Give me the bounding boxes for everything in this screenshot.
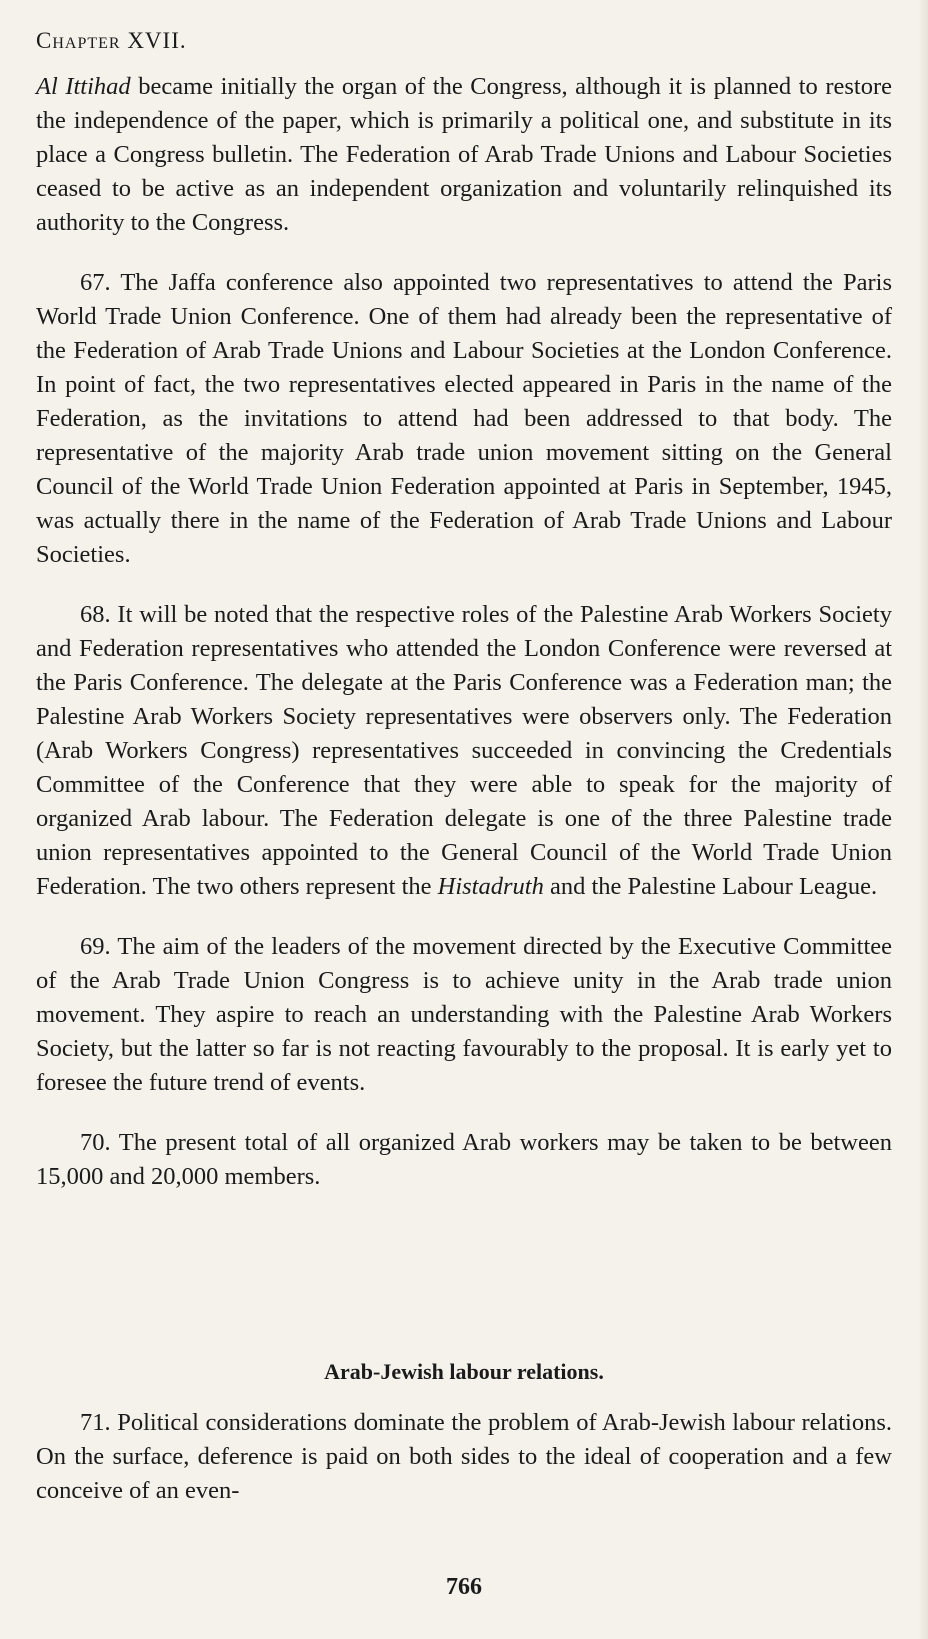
section-heading: Arab-Jewish labour relations. xyxy=(324,1359,604,1384)
paragraph-70: 70. The present total of all organized Arab workers may be taken to be between 15,000 and 20,000 members. xyxy=(36,1129,892,1190)
paragraph-68-text-b: and the Palestine Labour League. xyxy=(543,873,878,900)
paragraph-71-block xyxy=(36,1406,892,1534)
italic-title-al-ittihad: Al Ittihad xyxy=(36,73,131,100)
paragraph-67: 67. The Jaffa conference also appointed two representatives to attend the Paris World Trade Union Conference. One of them had already been the representative of the Federation of Arab Trade Unions and Labour Societies at the London Conference. In point of fact, the two representatives elected appeared in Paris in the name of the Federation, as the invitations to attend had been addressed to that body. The representative of the majority Arab trade union movement sitting on the General Council of the World Trade Union Federation appointed at Paris in September, 1945, was actually there in the name of the Federation of Arab Trade Unions and Labour Societies. xyxy=(36,269,892,568)
paragraph-68 xyxy=(36,598,892,904)
page-edge-shadow xyxy=(918,0,928,1639)
paragraph-69: 69. The aim of the leaders of the movement directed by the Executive Committee of the Arab Trade Union Congress is to achieve unity in the Arab trade union movement. They aspire to reach an understanding with the Palestine Arab Workers Society, but the latter so far is not reacting favourably to the proposal. It is early yet to foresee the future trend of events. xyxy=(36,933,892,1096)
paragraph-66-text: became initially the organ of the Congress, although it is planned to restore the independence of the paper, which is primarily a political one, and substitute in its place a Congress bulletin. The Federation of Arab Trade Unions and Labour Societies ceased to be active as an independent organization and voluntarily relinquished its authority to the Congress. xyxy=(36,73,892,236)
page-number: 766 xyxy=(446,1574,482,1600)
italic-histadruth: Histadruth xyxy=(437,873,544,900)
chapter-heading: Chapter XVII. xyxy=(36,28,187,53)
paragraph-71: 71. Political considerations dominate the problem of Arab-Jewish labour relations. On the surface, deference is paid on both sides to the ideal of cooperation and a few conceive of an even- xyxy=(36,1409,892,1504)
main-text-block xyxy=(36,70,892,1220)
paragraph-66-continued xyxy=(36,70,892,240)
paragraph-68-text-a: 68. It will be noted that the respective roles of the Palestine Arab Workers Society and Federation representatives who attended the London Conference were reversed at the Paris Conference. The delegate at the Paris Conference was a Federation man; the Palestine Arab Workers Society representatives were observers only. The Federation (Arab Workers Congress) representatives succeeded in convincing the Credentials Committee of the Conference that they were able to speak for the majority of organized Arab labour. The Federation delegate is one of the three Palestine trade union representatives appointed to the General Council of the World Trade Union Federation. The two others represent the xyxy=(36,601,892,900)
